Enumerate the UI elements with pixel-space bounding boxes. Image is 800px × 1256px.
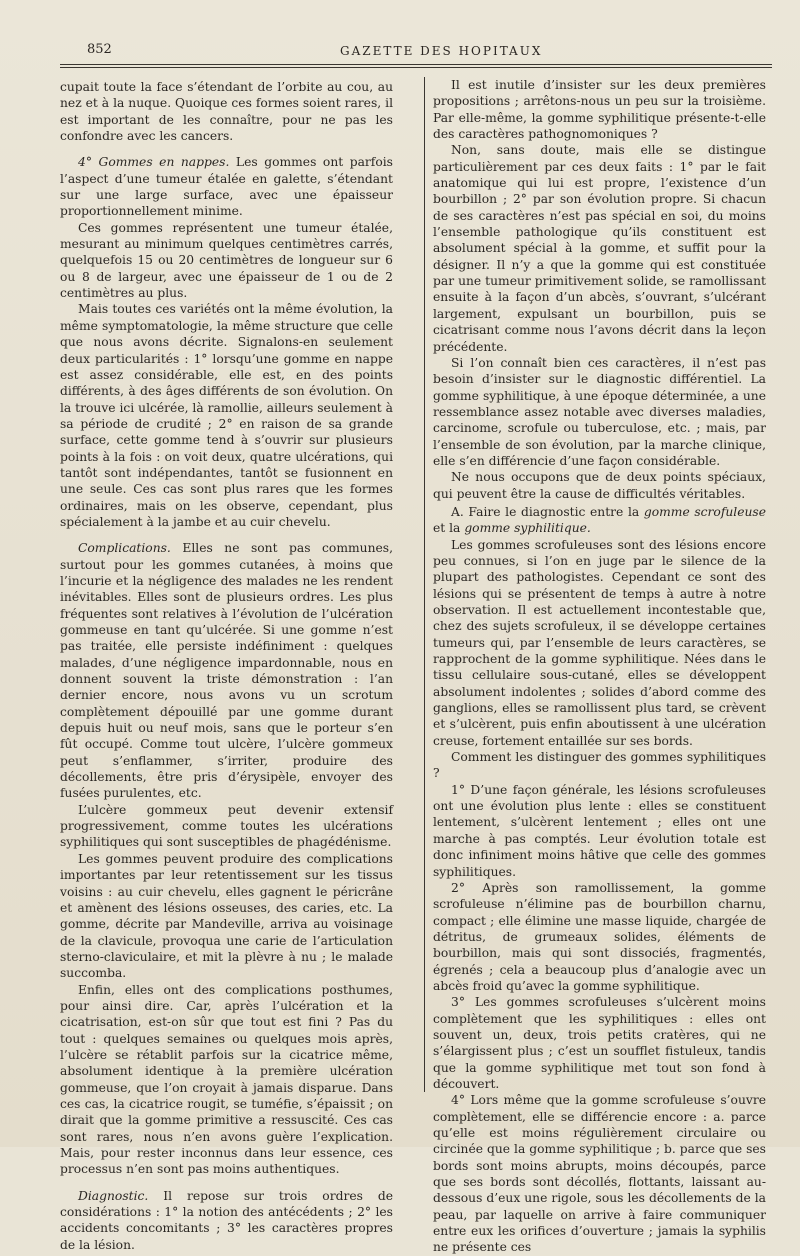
paragraph: 4° Gommes en nappes. Les gommes ont parfois l’aspect d’une tumeur étalée en galette, s’étendant sur une large surface, avec une épaisseur proportionnellement minime.	[60, 155, 393, 219]
paragraph: Il est inutile d’insister sur les deux premières propositions ; arrêtons-nous un peu sur la troisième. Par elle-même, la gomme syphilitique présente-t-elle des caractères pathognomoniques ?	[433, 78, 766, 142]
header-rule-bottom	[60, 67, 772, 68]
paragraph: 3° Les gommes scrofuleuses s’ulcèrent moins complètement que les syphilitiques : elles ont souvent un, deux, trois petits cratères, qui ne s’élargissent plus ; c’est un soufflet fistuleux, tandis que la gomme syphilitique met tout son fond à découvert.	[433, 995, 766, 1091]
paragraph: Ne nous occupons que de deux points spéciaux, qui peuvent être la cause de difficultés véritables.	[433, 470, 766, 501]
running-title: GAZETTE DES HOPITAUX	[340, 44, 543, 58]
paragraph: Mais toutes ces variétés ont la même évolution, la même symptomatologie, la même structure que celle que nous avons décrite. Signalons-en seulement deux particularités : 1° lorsqu’une gomme en nappe est assez considérable, elle est, en des points différents, à des âges différents de son évolution. On la trouve ici ulcérée, là ramollie, ailleurs seulement à sa période de crudité ; 2° en raison de sa grande surface, cette gomme tend à s’ouvrir sur plusieurs points à la fois : on voit deux, quatre ulcérations, qui tantôt sont indépendantes, tantôt se fusionnent en une seule. Ces cas sont plus rares que les formes ordinaires, mais on les observe, cependant, plus spécialement à la jambe et au cuir chevelu.	[60, 302, 393, 529]
paragraph: Non, sans doute, mais elle se distingue particulièrement par ces deux faits : 1° par le fait anatomique qui lui est propre, l’existence d’un bourbillon ; 2° par son évolution propre. Si chacun de ses caractères n’est pas spécial en soi, du moins l’ensemble pathologique qu’ils constituent est absolument spécial à la gomme, et suffit pour la désigner. Il n’y a que la gomme qui est constituée par une tumeur primitivement solide, se ramollissant ensuite à la façon d’un abcès, s’ouvrant, s’ulcérant largement, expulsant un bourbillon, puis se cicatrisant comme nous l’avons décrit dans la leçon précédente.	[433, 143, 766, 354]
paragraph: Ces gommes représentent une tumeur étalée, mesurant au minimum quelques centimètres carrés, quelquefois 15 ou 20 centimètres de longueur sur 6 ou 8 de largeur, avec une épaisseur de 1 ou de 2 centimètres au plus.	[60, 220, 393, 301]
paragraph: 2° Après son ramollissement, la gomme scrofuleuse n’élimine pas de bourbillon charnu, compact ; elle élimine une masse liquide, chargée de détritus, de grumeaux solides, éléments de bourbillon, mais qui sont dissociés, fragmentés, égrenés ; cela a beaucoup plus d’analogie avec un abcès froid qu’avec la gomme syphilitique.	[433, 880, 766, 993]
paragraph: cupait toute la face s’étendant de l’orbite au cou, au nez et à la nuque. Quoique ces formes soient rares, il est important de les connaître, pour ne pas les confondre avec les cancers.	[60, 80, 393, 144]
paragraph: Diagnostic. Il repose sur trois ordres de considérations : 1° la notion des antécédents ; 2° les accidents concomitants ; 3° les caractères propres de la lésion.	[60, 1188, 393, 1252]
paragraph: Les gommes scrofuleuses sont des lésions encore peu connues, si l’on en juge par le silence de la plupart des pathologistes. Cependant ce sont des lésions qui se présentent de temps à autre à notre observation. Il est actuellement incontestable que, chez des sujets scrofuleux, il se développe certaines tumeurs qui, par l’ensemble de leurs caractères, se rapprochent de la gomme syphilitique. Nées dans le tissu cellulaire sous-cutané, elles se développent absolument indolentes ; solides d’abord comme des ganglions, elles se ramollissent plus tard, se crèvent et s’ulcèrent, puis enfin aboutissent à une ulcération creuse, fortement entaillée sur ses bords.	[433, 537, 766, 748]
paragraph: Les gommes peuvent produire des complications importantes par leur retentissement sur les tissus voisins : au cuir chevelu, elles gagnent le péricrâne et amènent des lésions osseuses, des caries, etc. La gomme, décrite par Mandeville, arriva au voisinage de la clavicule, provoqua une carie de l’articulation sterno-claviculaire, et mit la plèvre à nu ; le malade succomba.	[60, 851, 393, 981]
paragraph: 1° D’une façon générale, les lésions scrofuleuses ont une évolution plus lente : elles se constituent lentement, s’ulcèrent lentement ; elles ont une marche à pas comptés. Leur évolution totale est donc infiniment moins hâtive que celle des gommes syphilitiques.	[433, 782, 766, 879]
paragraph: 4° Lors même que la gomme scrofuleuse s’ouvre complètement, elle se différencie encore : a. parce qu’elle est moins régulièrement circulaire ou circinée que la gomme syphilitique ; b. parce que ses bords sont moins abrupts, moins découpés, parce que ses bords sont décollés, flottants, laissant au-dessous d’eux une rigole, sous les décollements de la peau, par laquelle on arrive à faire communiquer entre eux les orifices d’ouverture ; jamais la syphilis ne présente ces	[433, 1093, 766, 1255]
paragraph: A. Faire le diagnostic entre la gomme scrofuleuse et la gomme syphilitique.	[433, 504, 767, 536]
paragraph: Comment les distinguer des gommes syphilitiques ?	[433, 750, 766, 781]
right-column	[433, 77, 766, 1256]
paragraph: Complications. Elles ne sont pas communes, surtout pour les gommes cutanées, à moins que l’incurie et la négligence des malades ne les rendent inévitables. Elles sont de plusieurs ordres. Les plus fréquentes sont relatives à l’évolution de l’ulcération gommeuse en tant qu’ulcérée. Si une gomme n’est pas traitée, elle persiste indéfiniment : quelques malades, d’une négligence impardonnable, nous en donnent souvent la triste démonstration : l’an dernier encore, nous avons vu un scrotum complètement dépouillé par une gomme durant depuis huit ou neuf mois, sans que le porteur s’en fût occupé. Comme tout ulcère, l’ulcère gommeux peut s’enflammer, s’irriter, produire des décollements, être pris d’érysipèle, envoyer des fusées purulentes, etc.	[60, 541, 393, 801]
page-header	[0, 42, 800, 62]
section-heading: Complications.	[78, 541, 171, 556]
page-number: 852	[87, 42, 112, 57]
paragraph: L’ulcère gommeux peut devenir extensif progressivement, comme toutes les ulcérations syphilitiques qui sont susceptibles de phagédénisme.	[60, 802, 393, 850]
section-heading: 4° Gommes en nappes.	[78, 155, 230, 170]
paragraph: Enfin, elles ont des complications posthumes, pour ainsi dire. Car, après l’ulcération et la cicatrisation, est-on sûr que tout est fini ? Pas du tout : quelques semaines ou quelques mois après, l’ulcère se rétablit parfois sur la cicatrice même, absolument identique à la première ulcération gommeuse, que l’on croyait à jamais disparue. Dans ces cas, la cicatrice rougit, se tuméfie, s’épaissit ; on dirait que la gomme primitive a ressuscité. Ces cas sont rares, nous n’en avons guère l’explication. Mais, pour rester inconnus dans leur essence, ces processus n’en sont pas moins authentiques.	[60, 982, 393, 1177]
paragraph: Si l’on connaît bien ces caractères, il n’est pas besoin d’insister sur le diagnostic différentiel. La gomme syphilitique, à une époque déterminée, a une ressemblance assez notable avec diverses maladies, carcinome, scrofule ou tuberculose, etc. ; mais, par l’ensemble de son évolution, par la marche clinique, elle s’en différencie d’une façon considérable.	[433, 355, 766, 468]
header-rule-top	[60, 64, 772, 65]
section-heading: Diagnostic.	[78, 1188, 149, 1203]
column-divider	[424, 77, 425, 1092]
left-column	[60, 79, 393, 1253]
